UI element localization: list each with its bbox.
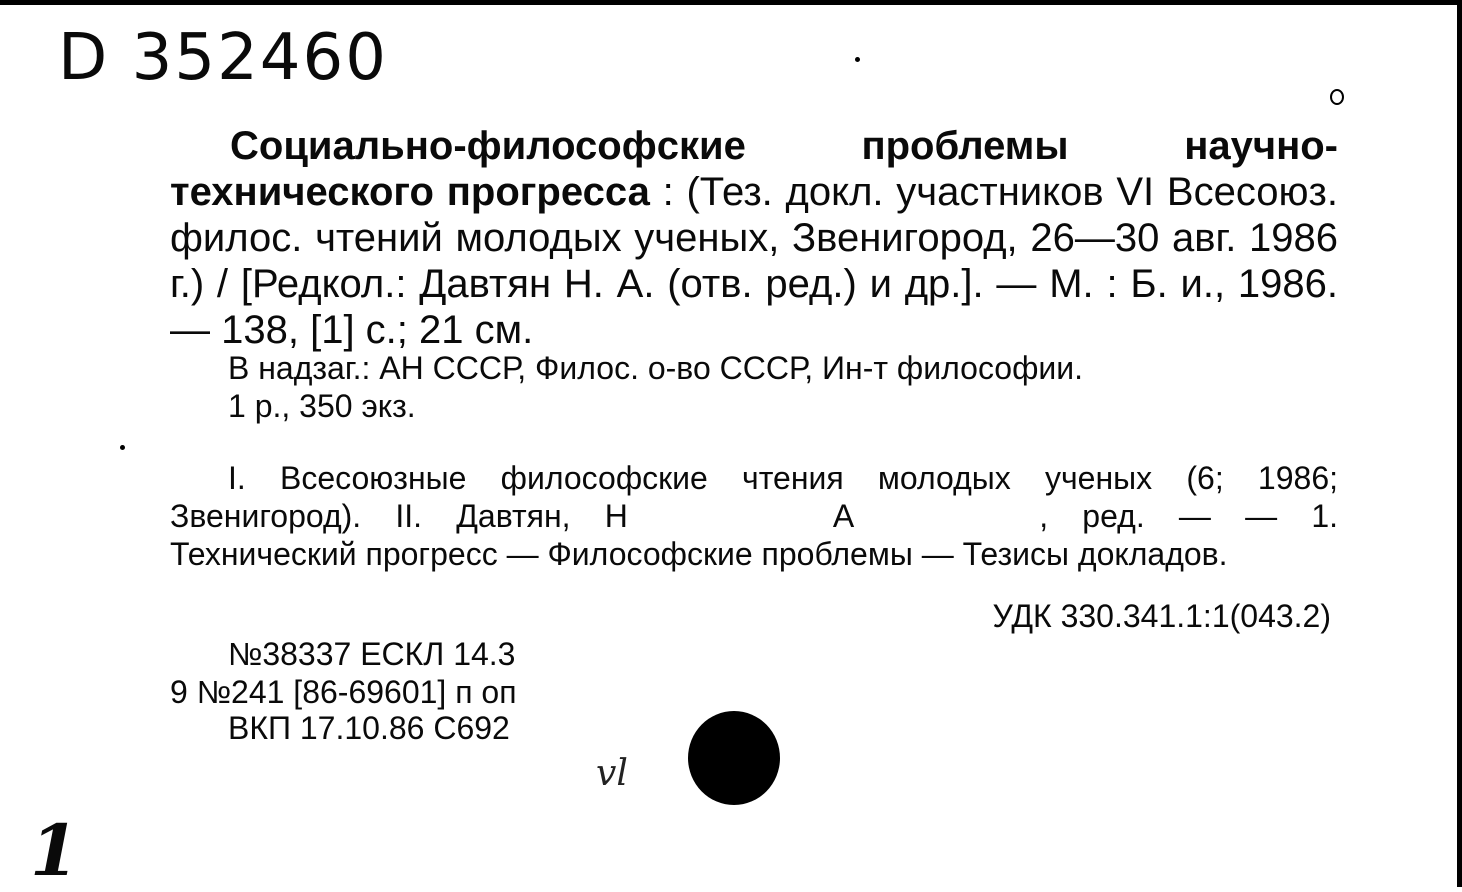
subject-part-3: , ред. — — 1. Технический прогресс — Философские проблемы — Тезисы докладов. (170, 498, 1339, 572)
subject-headings (170, 459, 1338, 573)
punch-hole (688, 711, 780, 805)
bibliographic-details: : (Тез. докл. участников VI Всесоюз. филос. чтений молодых ученых, Звенигород, 26—30 авг. 1986 г.) / [Редкол.: Давтян Н. А. (отв. ред.) и др.]. — М. : Б. и., 1986. — 138, [1] с.; 21 см. (170, 170, 1338, 352)
catalog-line-2: 9 №241 [86-69601] п оп (170, 674, 517, 710)
inventory-number: D 352460 (58, 21, 388, 95)
udk-code: УДК 330.341.1:1(043.2) (992, 598, 1331, 634)
corner-mark (1330, 89, 1344, 105)
book-title: Социально-философские проблемы научно-технического прогресса (170, 124, 1338, 214)
speck-mark (855, 57, 860, 62)
speck-mark (120, 445, 125, 450)
bibliographic-description (170, 123, 1338, 353)
catalog-line-1: №38337 ЕСКЛ 14.3 (228, 636, 516, 672)
catalog-line-3: ВКП 17.10.86 С692 (228, 710, 510, 746)
subject-part-2: А (832, 498, 855, 534)
note-header: В надзаг.: АН СССР, Филос. о-во СССР, Ин-т философии. (228, 350, 1084, 386)
price-copies: 1 р., 350 экз. (228, 388, 416, 424)
handwritten-mark: vl (596, 753, 628, 794)
card-number: 1 (30, 809, 79, 892)
subject-part-1: I. Всесоюзные философские чтения молодых ученых (6; 1986; Звенигород). II. Давтян, Н (170, 460, 1338, 534)
